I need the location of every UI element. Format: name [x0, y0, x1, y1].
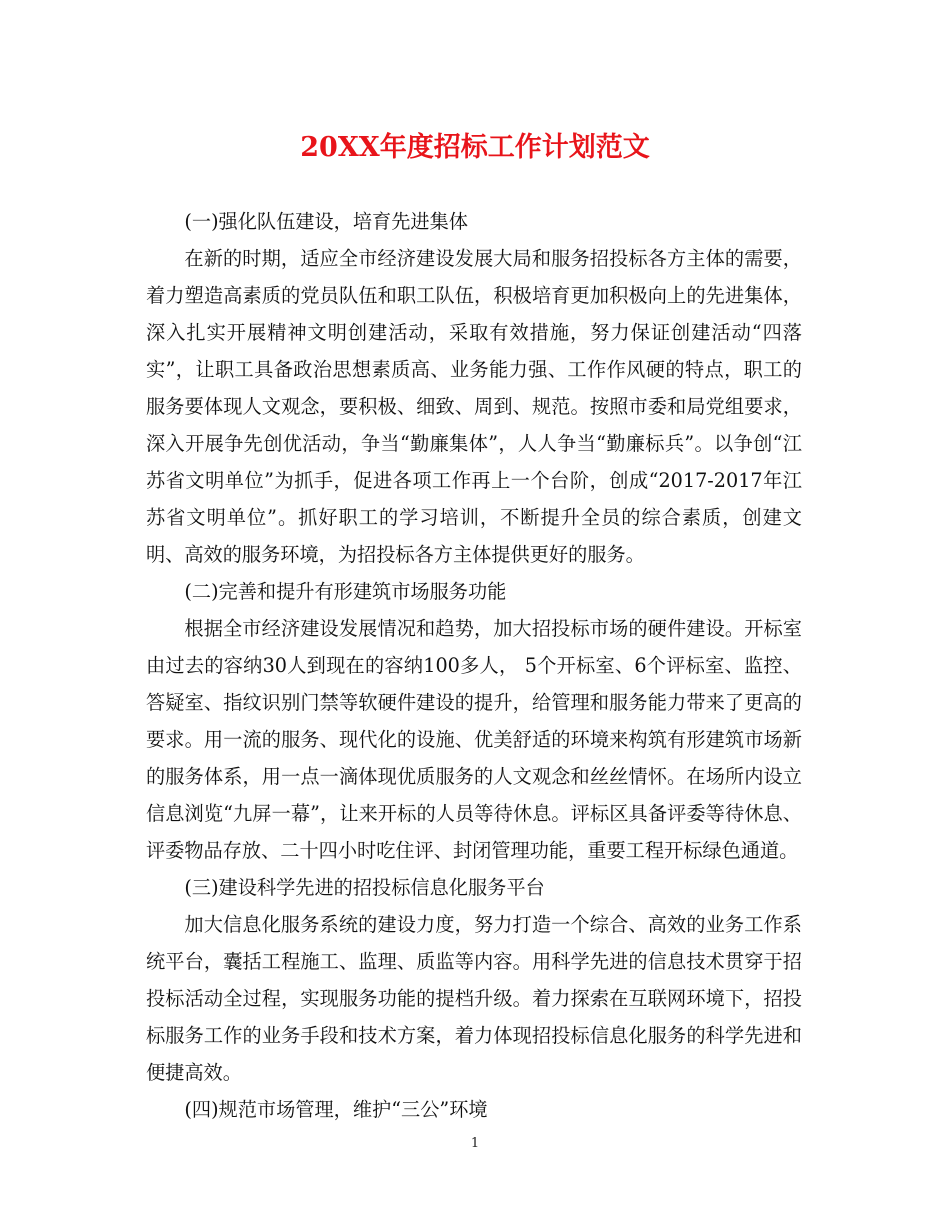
- page-number: 1: [470, 1136, 480, 1151]
- document-body: [146, 203, 802, 1128]
- section-paragraph: 加大信息化服务系统的建设力度，努力打造一个综合、高效的业务工作系统平台，囊括工程施工、监理、质监等内容。用科学先进的信息技术贯穿于招投标活动全过程，实现服务功能的提档升级。着力探索在互联网环境下，招投标服务工作的业务手段和技术方案，着力体现招投标信息化服务的科学先进和便捷高效。: [146, 913, 802, 1084]
- section-heading: (二)完善和提升有形建筑市场服务功能: [184, 580, 507, 603]
- document-title: 20XX年度招标工作计划范文: [300, 132, 650, 163]
- section-heading: (一)强化队伍建设，培育先进集体: [184, 210, 468, 233]
- section-heading: (四)规范市场管理，维护“三公”环境: [184, 1098, 488, 1121]
- section-heading: (三)建设科学先进的招投标信息化服务平台: [184, 876, 545, 899]
- section-paragraph: 在新的时期，适应全市经济建设发展大局和服务招投标各方主体的需要，着力塑造高素质的党员队伍和职工队伍，积极培育更加积极向上的先进集体，深入扎实开展精神文明创建活动，采取有效措施，努力保证创建活动“四落实”，让职工具备政治思想素质高、业务能力强、工作作风硬的特点，职工的服务要体现人文观念，要积极、细致、周到、规范。按照市委和局党组要求，深入开展争先创优活动，争当“勤廉集体”，人人争当“勤廉标兵”。以争创“江苏省文明单位”为抓手，促进各项工作再上一个台阶，创成“2017-2017年江苏省文明单位”。抓好职工的学习培训，不断提升全员的综合素质，创建文明、高效的服务环境，为招投标各方主体提供更好的服务。: [146, 247, 802, 566]
- section-paragraph: 根据全市经济建设发展情况和趋势，加大招投标市场的硬件建设。开标室由过去的容纳30人到现在的容纳100多人， 5个开标室、6个评标室、监控、答疑室、指纹识别门禁等软硬件建设的提升，给管理和服务能力带来了更高的要求。用一流的服务、现代化的设施、优美舒适的环境来构筑有形建筑市场新的服务体系，用一点一滴体现优质服务的人文观念和丝丝情怀。在场所内设立信息浏览“九屏一幕”，让来开标的人员等待休息。评标区具备评委等待休息、评委物品存放、二十四小时吃住评、封闭管理功能，重要工程开标绿色通道。: [146, 617, 802, 862]
